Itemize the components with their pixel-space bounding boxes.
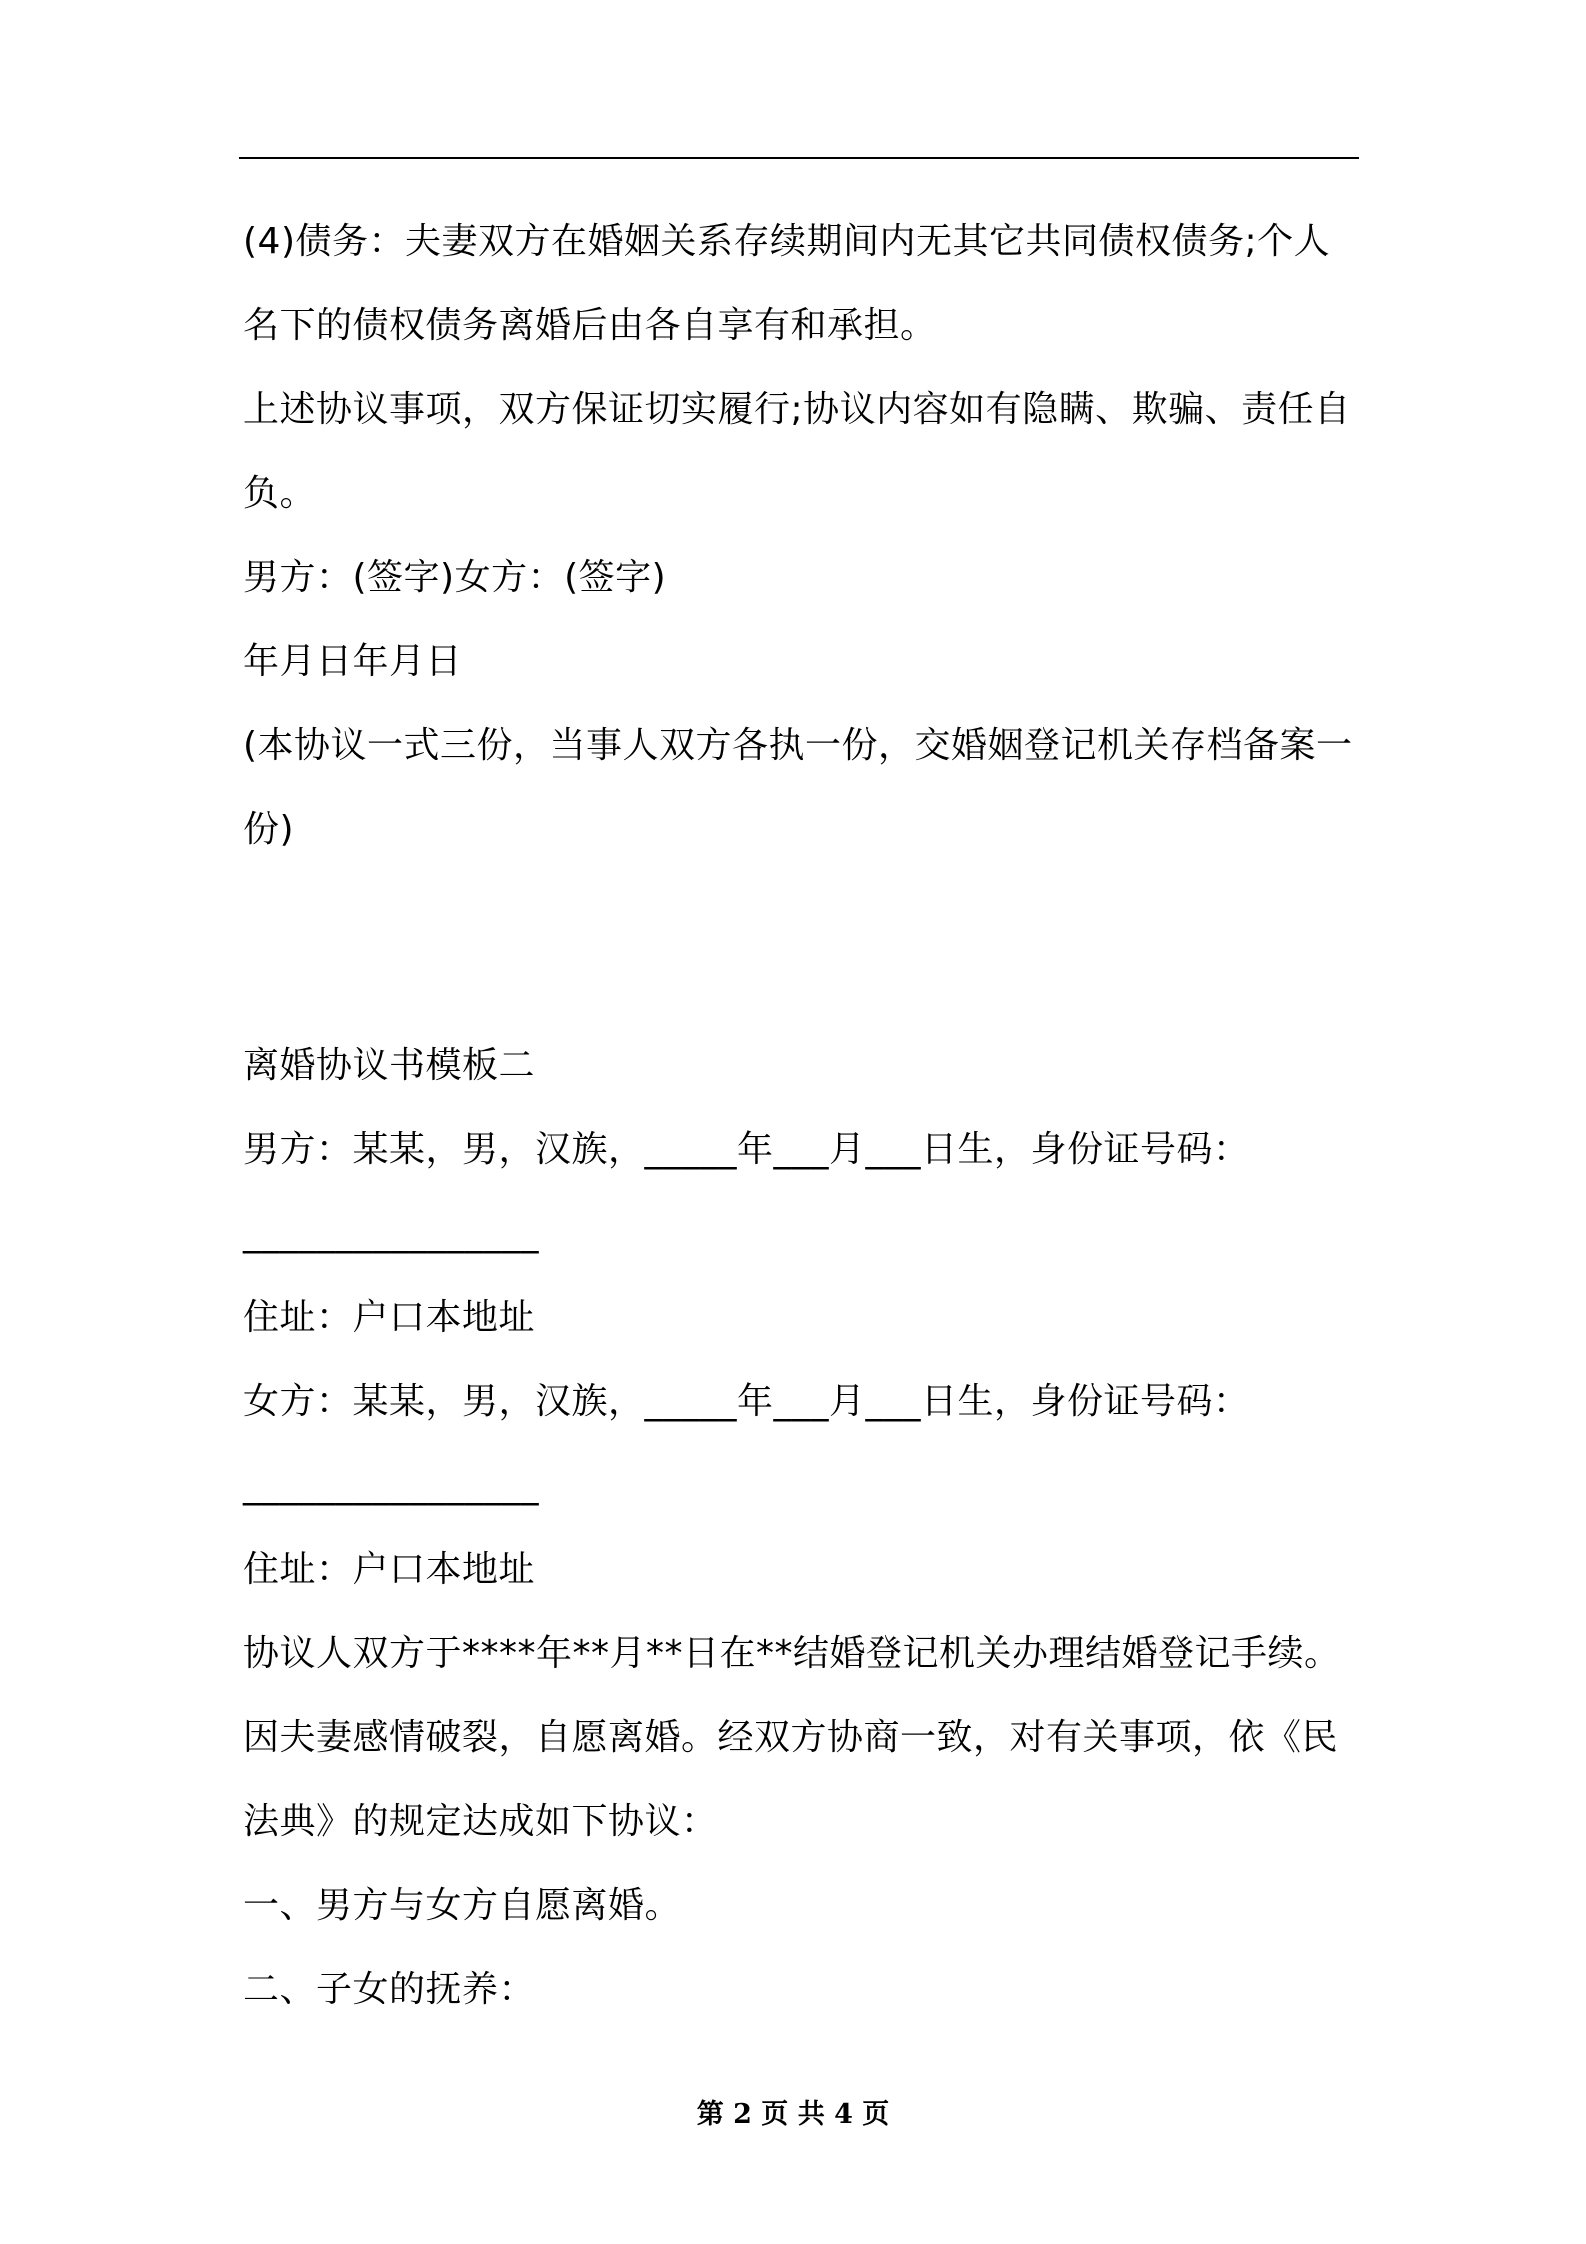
paragraph-female-address: 住址：户口本地址: [243, 1549, 536, 1590]
paragraph-copies-note: (本协议一式三份，当事人双方各执一份，交婚姻登记机关存档备案一份): [243, 725, 1353, 850]
document-body: [243, 200, 1363, 2032]
paragraph-signatures: 男方：(签字)女方：(签字): [243, 557, 667, 598]
paragraph-dates: 年月日年月日: [243, 641, 463, 682]
section-gap: [243, 872, 1363, 1024]
paragraph-debts: (4)债务：夫妻双方在婚姻关系存续期间内无其它共同债权债务;个人名下的债权债务离婚后由各自享有和承担。: [243, 221, 1331, 346]
paragraph-female-party: 女方：某某，男，汉族，_____年___月___日生，身份证号码：: [243, 1381, 1250, 1422]
paragraph-male-address: 住址：户口本地址: [243, 1297, 536, 1338]
page-number: 第 2 页 共 4 页: [696, 2099, 890, 2130]
paragraph-male-id-blank: ________________: [243, 1213, 539, 1254]
paragraph-female-id-blank: ________________: [243, 1465, 539, 1506]
paragraph-guarantee: 上述协议事项，双方保证切实履行;协议内容如有隐瞒、欺骗、责任自负。: [243, 389, 1351, 514]
paragraph-male-party: 男方：某某，男，汉族，_____年___月___日生，身份证号码：: [243, 1129, 1250, 1170]
header-rule: [239, 157, 1359, 159]
paragraph-agreement-intro: 协议人双方于****年**月**日在**结婚登记机关办理结婚登记手续。因夫妻感情破裂，自愿离婚。经双方协商一致，对有关事项，依《民法典》的规定达成如下协议：: [243, 1633, 1341, 1842]
paragraph-clause-two: 二、子女的抚养：: [243, 1969, 536, 2010]
paragraph-clause-one: 一、男方与女方自愿离婚。: [243, 1885, 682, 1926]
section-title: 离婚协议书模板二: [243, 1045, 536, 1086]
